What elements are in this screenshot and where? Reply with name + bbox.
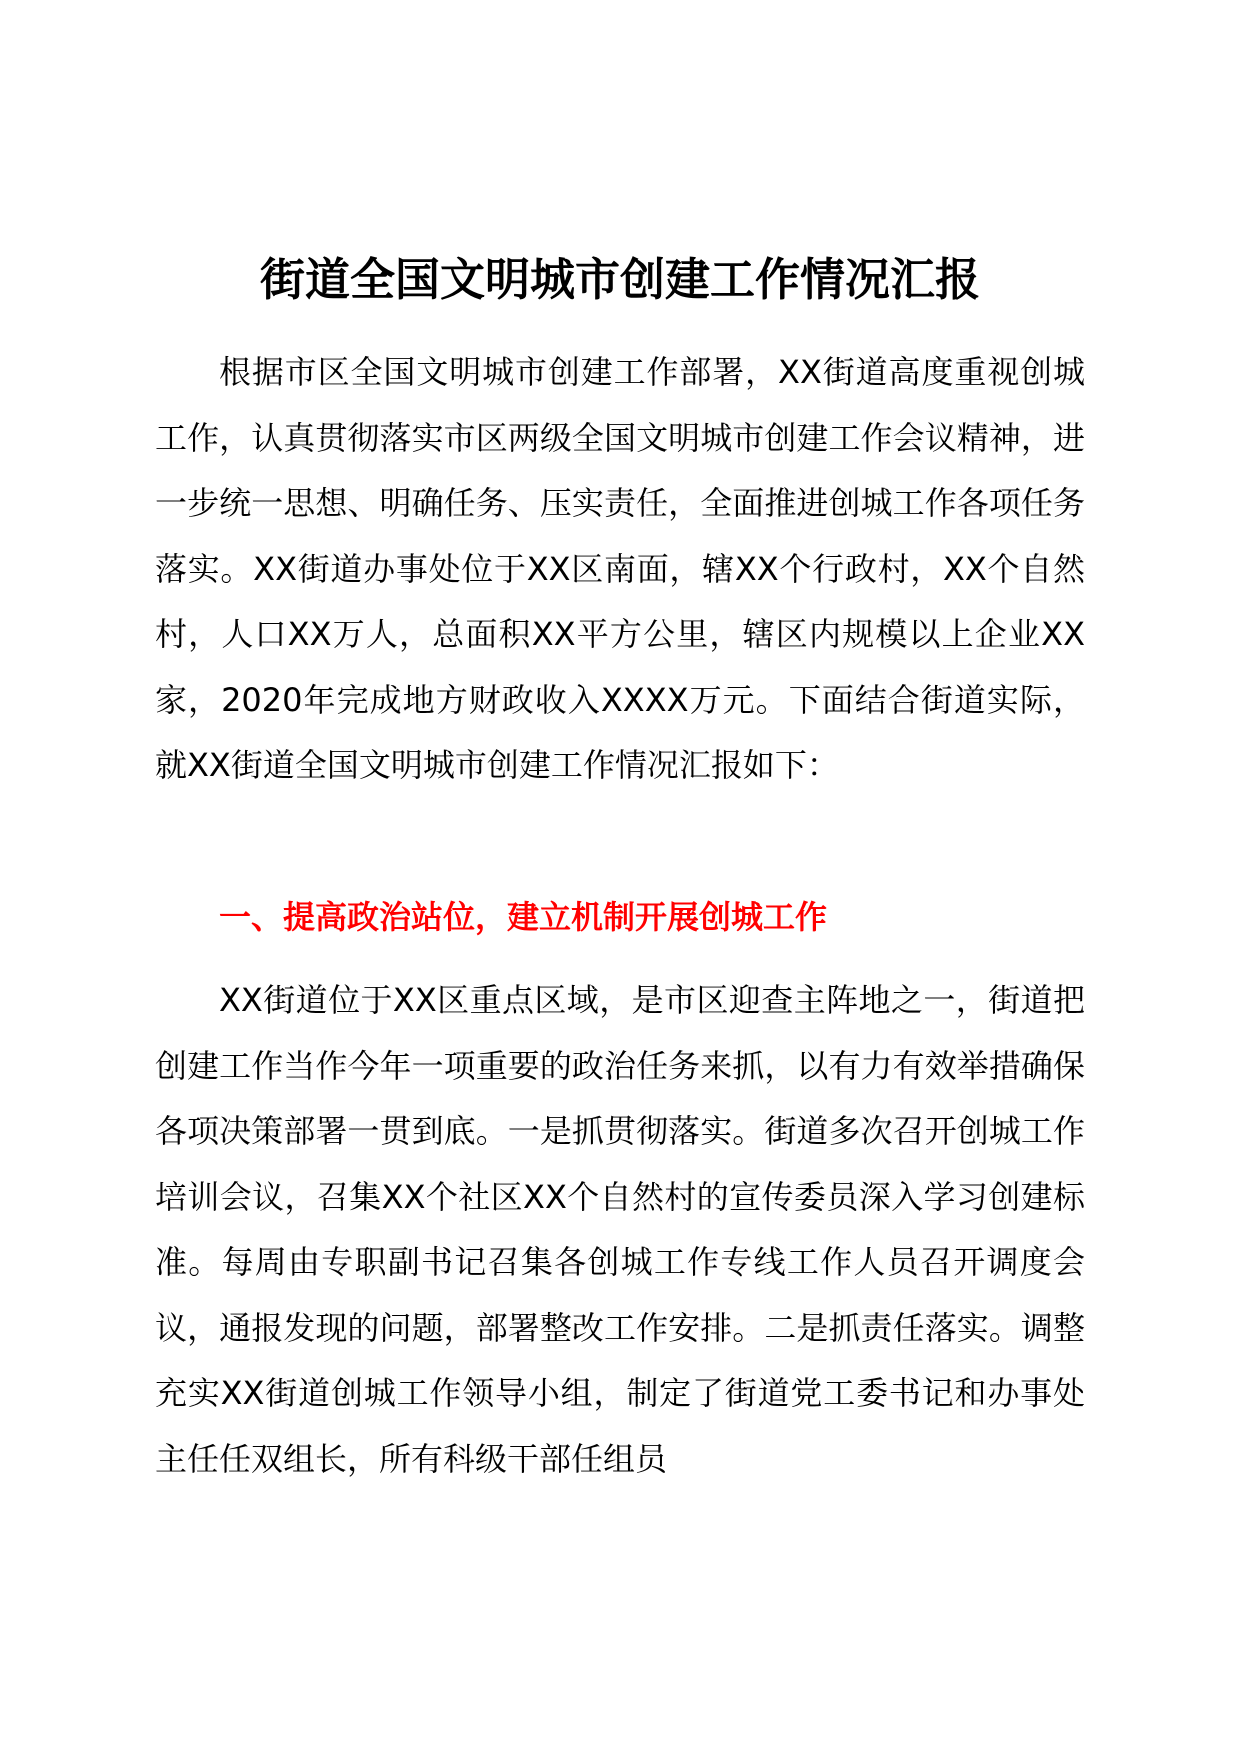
document-title: 街道全国文明城市创建工作情况汇报 — [259, 253, 980, 306]
section-heading-1: 一、提高政治站位，建立机制开展创城工作 — [219, 898, 828, 936]
section-1-paragraph: XX街道位于XX区重点区域，是市区迎查主阵地之一，街道把创建工作当作今年一项重要的政治任务来抓，以有力有效举措确保各项决策部署一贯到底。一是抓贯彻落实。街道多次召开创城工作培训会议，召集XX个社区XX个自然村的宣传委员深入学习创建标准。每周由专职副书记召集各创城工作专线工作人员召开调度会议，通报发现的问题，部署整改工作安排。二是抓责任落实。调整充实XX街道创城工作领导小组，制定了街道党工委书记和办事处主任任双组长，所有科级干部任组员 — [155, 981, 1085, 1478]
intro-paragraph: 根据市区全国文明城市创建工作部署，XX街道高度重视创城工作，认真贯彻落实市区两级全国文明城市创建工作会议精神，进一步统一思想、明确任务、压实责任，全面推进创城工作各项任务落实。XX街道办事处位于XX区南面，辖XX个行政村，XX个自然村，人口XX万人，总面积XX平方公里，辖区内规模以上企业XX家，2020年完成地方财政收入XXXX万元。下面结合街道实际，就XX街道全国文明城市创建工作情况汇报如下： — [155, 353, 1085, 784]
